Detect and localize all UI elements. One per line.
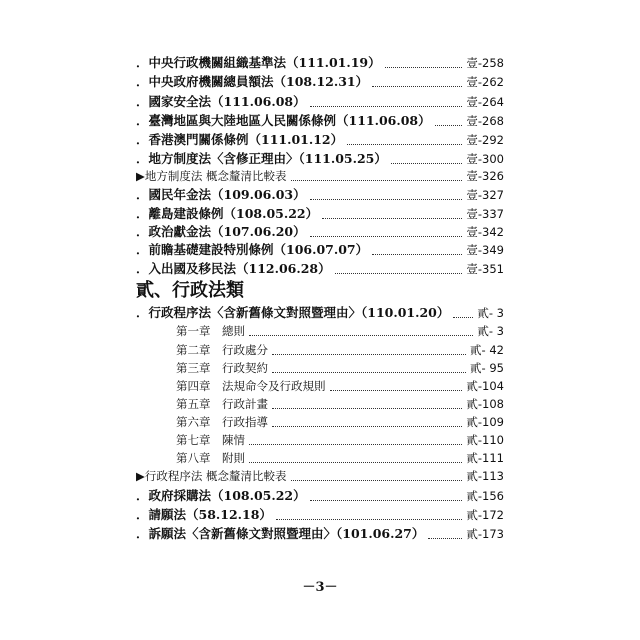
- toc-entry[interactable]: [0, 259, 640, 279]
- toc-entry-title: ▶行政程序法 概念釐清比較表: [136, 469, 287, 483]
- dot-leader: [249, 444, 462, 445]
- toc-entry-title: ．政府採購法（108.05.22）: [136, 488, 306, 503]
- toc-entry-page: 壹-258: [466, 56, 504, 70]
- toc-chapter-entry[interactable]: [0, 358, 640, 378]
- toc-entry-title: 第六章 行政指導: [176, 415, 268, 429]
- toc-entry[interactable]: [0, 303, 640, 323]
- toc-entry-title: ．地方制度法〈含修正理由〉（111.05.25）: [136, 151, 387, 166]
- toc-entry[interactable]: [0, 92, 640, 112]
- toc-entry-page: 貳-113: [466, 469, 504, 483]
- toc-entry-title: ．訴願法〈含新舊條文對照暨理由〉（101.06.27）: [136, 526, 425, 541]
- toc-entry-title: 第七章 陳情: [176, 433, 245, 447]
- toc-entry[interactable]: [0, 505, 640, 525]
- toc-entry-title: ．中央行政機關組織基準法（111.01.19）: [136, 55, 381, 70]
- toc-entry-page: 貳-173: [466, 527, 504, 541]
- toc-entry-page: 壹-326: [466, 169, 504, 183]
- dot-leader: [347, 144, 462, 145]
- dot-leader: [453, 317, 473, 318]
- page-number: －3－: [302, 580, 338, 595]
- toc-entry-title: ．離島建設條例（108.05.22）: [136, 206, 319, 221]
- dot-leader: [310, 236, 462, 237]
- toc-chapter-entry[interactable]: [0, 340, 640, 360]
- toc-entry-page: 貳- 95: [470, 361, 504, 375]
- toc-entry-title: 第五章 行政計畫: [176, 397, 268, 411]
- dot-leader: [322, 218, 462, 219]
- toc-entry-page: 壹-327: [466, 188, 504, 202]
- toc-entry-title: 第四章 法規命令及行政規則: [176, 379, 326, 393]
- dot-leader: [276, 519, 462, 520]
- toc-comparison-entry[interactable]: [0, 166, 640, 186]
- toc-entry-page: 壹-342: [466, 225, 504, 239]
- dot-leader: [272, 354, 466, 355]
- toc-entry-page: 壹-292: [466, 133, 504, 147]
- toc-entry-page: 貳-108: [466, 397, 504, 411]
- dot-leader: [310, 106, 462, 107]
- toc-entry-title: ．行政程序法〈含新舊條文對照暨理由〉（110.01.20）: [136, 305, 450, 320]
- toc-entry-title: ．前瞻基礎建設特別條例（106.07.07）: [136, 242, 369, 257]
- toc-entry-title: ．政治獻金法（107.06.20）: [136, 224, 306, 239]
- toc-entry-page: 壹-300: [466, 152, 504, 166]
- toc-entry-page: 壹-351: [466, 262, 504, 276]
- toc-entry-title: 第二章 行政處分: [176, 343, 268, 357]
- toc-entry[interactable]: [0, 240, 640, 260]
- dot-leader: [249, 335, 473, 336]
- toc-entry[interactable]: [0, 111, 640, 131]
- toc-entry-title: 第三章 行政契約: [176, 361, 268, 375]
- toc-entry-title: 第一章 總則: [176, 324, 245, 338]
- toc-entry-page: 壹-262: [466, 75, 504, 89]
- section-heading: 貳、行政法類: [136, 280, 244, 301]
- toc-entry-title: ▶地方制度法 概念釐清比較表: [136, 169, 287, 183]
- dot-leader: [435, 125, 462, 126]
- dot-leader: [335, 273, 462, 274]
- dot-leader: [391, 163, 462, 164]
- toc-entry[interactable]: [0, 72, 640, 92]
- toc-entry-page: 壹-268: [466, 114, 504, 128]
- toc-entry[interactable]: [0, 222, 640, 242]
- toc-entry-page: 壹-264: [466, 95, 504, 109]
- toc-chapter-entry[interactable]: [0, 376, 640, 396]
- dot-leader: [385, 67, 462, 68]
- toc-chapter-entry[interactable]: [0, 412, 640, 432]
- toc-comparison-entry[interactable]: [0, 466, 640, 486]
- toc-entry[interactable]: [0, 185, 640, 205]
- dot-leader: [310, 199, 462, 200]
- dot-leader: [291, 480, 462, 481]
- toc-entry[interactable]: [0, 204, 640, 224]
- dot-leader: [310, 500, 462, 501]
- toc-chapter-entry[interactable]: [0, 430, 640, 450]
- dot-leader: [249, 462, 462, 463]
- toc-chapter-entry[interactable]: [0, 394, 640, 414]
- toc-entry-title: ．臺灣地區與大陸地區人民關係條例（111.06.08）: [136, 113, 431, 128]
- toc-entry[interactable]: [0, 130, 640, 150]
- toc-entry-title: ．國家安全法（111.06.08）: [136, 94, 306, 109]
- toc-entry[interactable]: [0, 486, 640, 506]
- toc-entry-title: ．香港澳門關係條例（111.01.12）: [136, 132, 344, 147]
- toc-entry-title: 第八章 附則: [176, 451, 245, 465]
- dot-leader: [428, 538, 462, 539]
- toc-entry-title: ．入出國及移民法（112.06.28）: [136, 261, 331, 276]
- toc-entry-page: 貳- 3: [477, 306, 504, 320]
- toc-entry-page: 壹-337: [466, 207, 504, 221]
- toc-entry[interactable]: [0, 524, 640, 544]
- dot-leader: [272, 408, 462, 409]
- dot-leader: [372, 86, 462, 87]
- toc-chapter-entry[interactable]: [0, 448, 640, 468]
- toc-entry-page: 貳-172: [466, 508, 504, 522]
- toc-entry-page: 壹-349: [466, 243, 504, 257]
- toc-entry-page: 貳-104: [466, 379, 504, 393]
- toc-entry-title: ．中央政府機關總員額法（108.12.31）: [136, 74, 369, 89]
- toc-entry-page: 貳-111: [466, 451, 504, 465]
- toc-entry-page: 貳-109: [466, 415, 504, 429]
- toc-entry-page: 貳- 42: [470, 343, 504, 357]
- dot-leader: [330, 390, 462, 391]
- dot-leader: [272, 372, 466, 373]
- dot-leader: [291, 180, 462, 181]
- dot-leader: [272, 426, 462, 427]
- toc-chapter-entry[interactable]: [0, 321, 640, 341]
- toc-entry-page: 貳-156: [466, 489, 504, 503]
- toc-entry-title: ．國民年金法（109.06.03）: [136, 187, 306, 202]
- dot-leader: [372, 254, 462, 255]
- toc-entry[interactable]: [0, 53, 640, 73]
- toc-entry-title: ．請願法（58.12.18）: [136, 507, 272, 522]
- toc-entry-page: 貳-110: [466, 433, 504, 447]
- toc-entry-page: 貳- 3: [477, 324, 504, 338]
